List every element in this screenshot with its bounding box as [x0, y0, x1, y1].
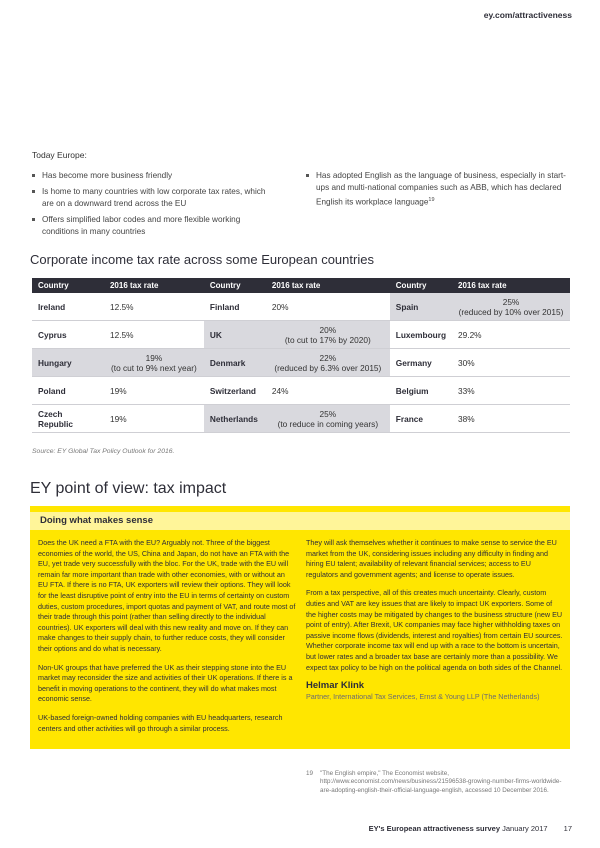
signature-name: Helmar Klink [306, 680, 365, 692]
table-row [32, 405, 570, 433]
intro-bullet: Has become more business friendly [32, 170, 277, 182]
country-cell: Switzerland [204, 377, 266, 405]
rate-note: (to reduce in coming years) [277, 418, 379, 429]
rate-cell [452, 349, 570, 377]
rate-value: 12.5% [109, 301, 134, 312]
pov-box-header [30, 512, 570, 530]
country-cell: Belgium [390, 377, 452, 405]
intro-title: Today Europe: [32, 150, 87, 160]
column-header: Country [32, 278, 104, 293]
rate-note: (to cut to 17% by 2020) [284, 334, 371, 345]
country-cell: Spain [390, 293, 452, 321]
column-header: 2016 tax rate [452, 278, 570, 293]
pov-box-title: Doing what makes sense [40, 515, 153, 526]
tax-rate-table [32, 278, 570, 433]
rate-value: 19% [145, 352, 163, 363]
rate-cell [266, 377, 390, 405]
intro-bullets-right [306, 170, 571, 213]
table-row [32, 321, 570, 349]
rate-value: 33% [458, 385, 475, 396]
intro-bullets-left [32, 170, 277, 242]
signature-role: Partner, International Tax Services, Ernst & Young LLP (The Netherlands) [306, 691, 540, 701]
intro-bullet: Offers simplified labor codes and more flexible working conditions in many countries [32, 214, 277, 238]
footer-title: EY's European attractiveness survey [368, 824, 501, 833]
country-cell: Cyprus [32, 321, 104, 349]
rate-cell [104, 349, 204, 377]
rate-value: 12.5% [109, 329, 134, 340]
rate-cell [104, 293, 204, 321]
intro-bullet: Is home to many countries with low corporate tax rates, which are on a downward trend across the EU [32, 186, 277, 210]
pov-paragraph: Non-UK groups that have preferred the UK as their stepping stone into the EU market may reconsider the size and activities of their UK operations. If there is a benefit in moving operations to the continent, they will do what makes most economic sense. [38, 662, 293, 704]
table-header-row [32, 278, 570, 293]
rate-value: 38% [458, 413, 475, 424]
country-cell: Czech Republic [32, 405, 104, 433]
intro-bullet-text: Has adopted English as the language of business, especially in start-ups and multi-national companies such as ABB, which has declared English its workplace language [316, 171, 566, 207]
rate-cell [104, 321, 204, 349]
rate-cell [266, 405, 390, 433]
rate-value: 20% [271, 301, 289, 312]
pov-paragraph: They will ask themselves whether it continues to make sense to service the EU market from the UK, considering issues including any difficulty in finding and hiring EU talent; availability of relevant financial services; access to EU regulators and government agents; and license to operate issues. [306, 538, 557, 579]
pov-title: EY point of view: tax impact [30, 480, 227, 497]
country-cell: France [390, 405, 452, 433]
country-cell: UK [204, 321, 266, 349]
column-header: Country [390, 278, 452, 293]
rate-cell [266, 321, 390, 349]
country-cell: Poland [32, 377, 104, 405]
rate-cell [104, 377, 204, 405]
country-cell: Netherlands [204, 405, 266, 433]
pov-paragraph: UK-based foreign-owned holding companies with EU headquarters, research centers and other activities will go through a similar process. [38, 712, 283, 733]
rate-value: 19% [109, 385, 127, 396]
pov-left-column [38, 538, 296, 742]
table-row [32, 293, 570, 321]
rate-note: (to cut to 9% next year) [111, 362, 197, 373]
intro-bullet [306, 170, 571, 209]
country-cell: Luxembourg [390, 321, 452, 349]
page-number: 17 [563, 824, 572, 833]
country-cell: Hungary [32, 349, 104, 377]
column-header: Country [204, 278, 266, 293]
pov-paragraph: Does the UK need a FTA with the EU? Arguably not. Three of the biggest economies of the world, the US, China and Japan, do not have an FTA with the EU, yet trade very successfully with the bloc. For the UK, trade with the EU will remain far more important than trade with other economies, with or without an EU FTA. If there is no FTA, UK exporters will review their options. They will look for the least disruptive point of entry into the EU in terms of certainty on custom duties, custom procedures, import quotas and payment of VAT, and route most of their trade through this point (rather than selling directly to the individual countries). UK exporters will deal with this new reality and move on. If they can make changes to their supply chain, to further reduce costs, they will consider their options and do what is necessary. [38, 538, 296, 653]
rate-cell [266, 349, 390, 377]
footer-date: January 2017 [502, 824, 548, 833]
rate-note: (reduced by 10% over 2015) [458, 306, 564, 317]
table-source: Source: EY Global Tax Policy Outlook for 2016. [32, 448, 175, 455]
footnote-text: "The English empire," The Economist website, http://www.economist.com/news/business/21596538-growing-number-firms-worldwide-are-adopting-english-their-official-language-english, accessed 10 December 2016. [320, 770, 562, 794]
site-url: ey.com/attractiveness [483, 10, 572, 20]
country-cell: Ireland [32, 293, 104, 321]
footnote-ref: 19 [428, 197, 435, 203]
table-row [32, 349, 570, 377]
footnote [306, 770, 571, 795]
rate-value: 24% [271, 385, 289, 396]
pov-right-column [306, 538, 564, 702]
rate-value: 25% [502, 296, 520, 307]
rate-cell [452, 377, 570, 405]
rate-cell [452, 405, 570, 433]
country-cell: Finland [204, 293, 266, 321]
rate-cell [104, 405, 204, 433]
column-header: 2016 tax rate [266, 278, 390, 293]
rate-value: 22% [319, 352, 337, 363]
table-row [32, 377, 570, 405]
rate-value: 25% [319, 408, 337, 419]
country-cell: Denmark [204, 349, 266, 377]
rate-value: 30% [458, 357, 475, 368]
rate-cell [452, 293, 570, 321]
rate-value: 19% [109, 413, 127, 424]
pov-paragraph: From a tax perspective, all of this creates much uncertainty. Clearly, custom duties and VAT are key issues that are likely to impact UK exporters. Some of the higher costs may be mitigated by changes to the business structure (new EU point of entry). After Brexit, UK companies may face higher withholding taxes on passive income flows (dividends, interest and royalties) from certain EU sources. Whether corporate income tax will end up with a race to the bottom is uncertain, but lower rates and a broader tax base are certainly more than a possibility. We expect tax policy to be high on the political agenda on both sides of the Channel. [306, 588, 563, 672]
rate-value: 20% [319, 324, 337, 335]
rate-note: (reduced by 6.3% over 2015) [274, 362, 382, 373]
table-section-title: Corporate income tax rate across some European countries [30, 252, 374, 267]
rate-cell [266, 293, 390, 321]
rate-cell [452, 321, 570, 349]
rate-value: 29.2% [458, 329, 482, 340]
country-cell: Germany [390, 349, 452, 377]
column-header: 2016 tax rate [104, 278, 204, 293]
pov-box [30, 506, 570, 749]
page-footer [369, 824, 572, 833]
footnote-number: 19 [306, 770, 314, 777]
